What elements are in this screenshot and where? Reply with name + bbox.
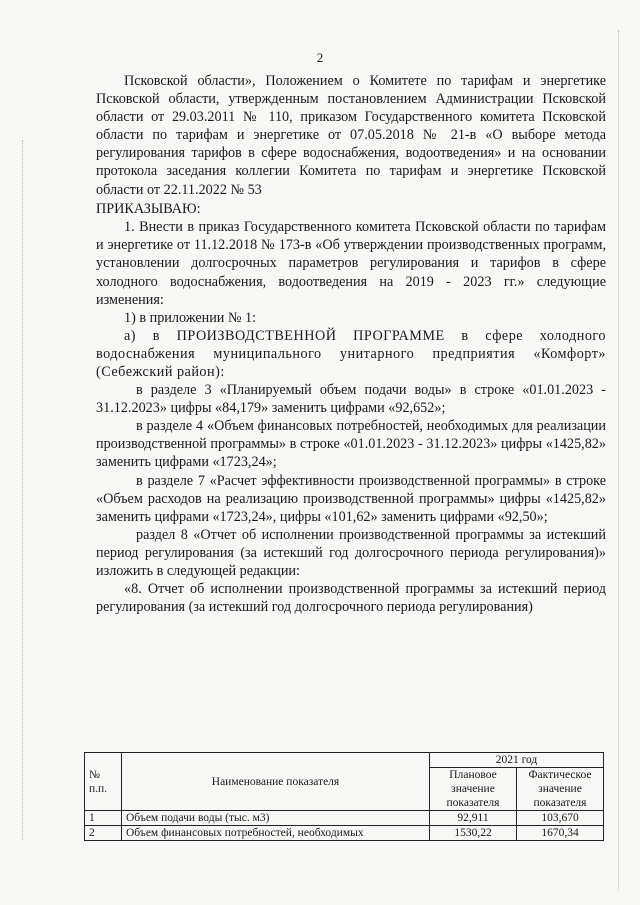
table-row [85, 811, 604, 826]
paragraph-item-1: 1. Внести в приказ Государственного комитета Псковской области по тарифам и энергетике от 11.12.2018 № 173-в «Об утверждении производственных программ, установлении долгосрочных параметров регулирования и тарифов в сфере холодного водоснабжения, водоотведения на 2019 - 2023 гг.» следующие изменения: [96, 219, 606, 308]
paragraph-basis: Псковской области», Положением о Комитете по тарифам и энергетике Псковской области, утвержденным постановлением Администрации Псковской области от 29.03.2011 № 110, приказом Государственного комитета Псковской области по тарифам и энергетике от 07.05.2018 № 21-в «О выборе метода регулирования тарифов в сфере водоснабжения, водоотведения» и на основании протокола заседания коллегии Комитета по тарифам и энергетике Псковской области от 22.11.2022 № 53 [96, 73, 606, 198]
table-row [85, 826, 604, 841]
header-year: 2021 год [430, 753, 604, 768]
cell-fact: 1670,34 [517, 826, 604, 841]
header-plan: Плановое значение показателя [430, 768, 517, 811]
cell-plan: 1530,22 [430, 826, 517, 841]
cell-name: Объем финансовых потребностей, необходимых [122, 826, 430, 841]
paragraph-section-4: в разделе 4 «Объем финансовых потребностей, необходимых для реализации производственной программы» в строке «01.01.2023 - 31.12.2023» цифры «1425,82» заменить цифрами «1723,24»; [96, 418, 606, 471]
document-body [96, 72, 606, 616]
order-heading: ПРИКАЗЫВАЮ: [96, 201, 201, 218]
header-name: Наименование показателя [122, 753, 430, 811]
cell-num: 2 [85, 826, 122, 841]
cell-plan: 92,911 [430, 811, 517, 826]
paragraph-section-3: в разделе 3 «Планируемый объем подачи воды» в строке «01.01.2023 - 31.12.2023» цифры «84,179» заменить цифрами «92,652»; [96, 382, 606, 417]
table-header-row [85, 753, 604, 768]
cell-fact: 103,670 [517, 811, 604, 826]
scan-artifact [618, 30, 619, 890]
paragraph-sub-1: 1) в приложении № 1: [124, 309, 257, 326]
paragraph-section-7: в разделе 7 «Расчет эффективности производственной программы» в строке «Объем расходов на реализацию производственной программы» цифры «1425,82» заменить цифрами «1723,24», цифры «101,62» заменить цифрами «92,50»; [96, 472, 606, 525]
header-num: № п.п. [85, 753, 122, 811]
scan-artifact [22, 140, 23, 840]
report-table [84, 752, 604, 841]
page-number: 2 [316, 50, 324, 65]
cell-name: Объем подачи воды (тыс. м3) [122, 811, 430, 826]
cell-num: 1 [85, 811, 122, 826]
paragraph-sub-a: а) в ПРОИЗВОДСТВЕННОЙ ПРОГРАММЕ в сфере холодного водоснабжения муниципального унитарного предприятия «Комфорт» (Себежский район): [96, 327, 606, 380]
paragraph-section-8: раздел 8 «Отчет об исполнении производственной программы за истекший период регулирования (за истекший год долгосрочного периода регулирования)» изложить в следующей редакции: [96, 526, 606, 580]
header-fact: Фактическое значение показателя [517, 768, 604, 811]
paragraph-section-8-title: «8. Отчет об исполнении производственной программы за истекший период регулирования (за истекший год долгосрочного периода регулирования) [96, 581, 606, 616]
